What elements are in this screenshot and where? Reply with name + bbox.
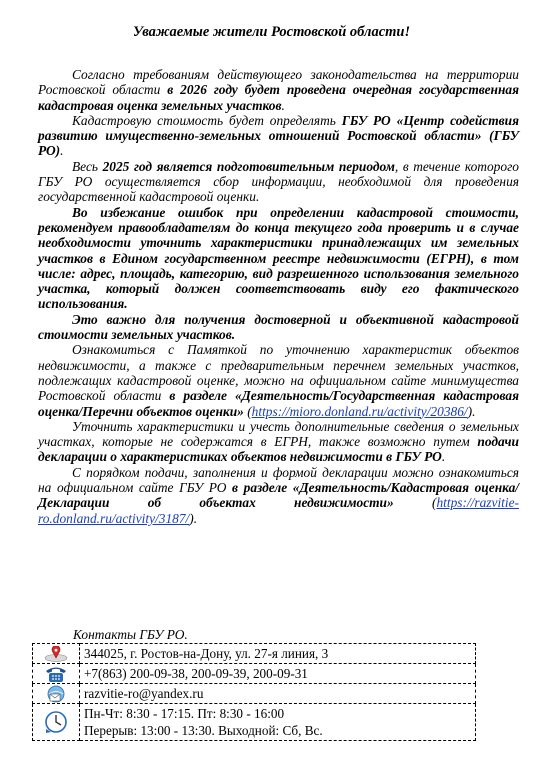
- bold-text: ГБУ РО «Центр содействия развитию имущественно-земельных отношений Ростовской области» (ГБУ РО): [38, 112, 519, 159]
- map-pin-icon: [33, 644, 80, 664]
- contact-row-email: [33, 684, 476, 704]
- contact-hours: [80, 704, 476, 741]
- bold-text: Во избежание ошибок при определении кадастровой стоимости, рекомендуем правообладателям до конца текущего года проверить и в случае необходимости уточнить характеристики принадлежащих им земельных участков в Едином государственном реестре недвижимости (ЕГРН), в том числе: адрес, площадь, категорию, вид разрешенного использования земельного участка, который должен соответствовать виду его фактического использования.: [38, 204, 519, 312]
- bold-text: Это важно для получения достоверной и объективной кадастровой стоимости земельных участков.: [38, 311, 519, 343]
- bold-text: в разделе «Деятельность/Государственная кадастровая оценка/Перечни объектов оценки»: [38, 388, 519, 419]
- contacts-title: Контакты ГБУ РО.: [73, 627, 188, 642]
- contact-row-phone: [33, 664, 476, 684]
- contacts-table: [32, 643, 476, 741]
- paragraph-preparation: Весь 2025 год является подготовительным периодом, в течение которого ГБУ РО осуществляется сбор информации, необходимой для проведения государственной кадастровой оценки.: [38, 158, 519, 205]
- mioro-link[interactable]: https://mioro.donland.ru/activity/20386/: [251, 403, 468, 419]
- paragraph-declaration-procedure: С порядком подачи, заполнения и формой декларации можно ознакомиться на официальном сайте ГБУ РО в разделе «Деятельность/Кадастровая оценка/Декларации об объектах недвижимости» (https://razvitie-ro.donland.ru/activity/3187/).: [38, 464, 520, 526]
- bold-text: в 2026 году будет проведена очередная государственная кадастровая оценка земельных участков: [38, 82, 520, 113]
- paragraph-memo: Ознакомиться с Памяткой по уточнению характеристик объектов недвижимости, а также с предварительным перечнем земельных участков, подлежащих кадастровой оценке, можно на официальном сайте минимущества Ростовской области в разделе «Деятельность/Государственная кадастровая оценка/Перечни объектов оценки» (https://mioro.donland.ru/activity/20386/).: [38, 342, 519, 419]
- contact-address: 344025, г. Ростов-на-Дону, ул. 27-я линия, 3: [80, 644, 476, 664]
- page-title: Уважаемые жители Ростовской области!: [132, 24, 411, 40]
- telephone-icon: [33, 664, 80, 684]
- paragraph-legislation: Согласно требованиям действующего законодательства на территории Ростовской области в 2026 году будет проведена очередная государственная кадастровая оценка земельных участков.: [38, 67, 520, 113]
- bold-text: 2025 год является подготовительным периодом: [102, 158, 395, 174]
- contact-phone: +7(863) 200-09-38, 200-09-39, 200-09-31: [80, 664, 476, 684]
- clock-icon: [33, 704, 80, 741]
- contact-row-address: [33, 644, 476, 664]
- hours-weekdays: Пн-Чт: 8:30 - 17:15. Пт: 8:30 - 16:00: [84, 706, 285, 721]
- email-icon: [33, 684, 80, 704]
- paragraph-declaration: Уточнить характеристики и учесть дополнительные сведения о земельных участках, которые не содержатся в ЕГРН, также возможно путем подачи декларации о характеристиках объектов недвижимости в ГБУ РО.: [38, 418, 519, 465]
- contact-row-hours: [33, 704, 476, 741]
- razvitie-link[interactable]: https://razvitie-ro.donland.ru/activity/3187/: [38, 495, 520, 526]
- bold-text: подачи декларации о характеристиках объектов недвижимости в ГБУ РО: [38, 434, 519, 465]
- hours-break: Перерыв: 13:00 - 13:30. Выходной: Сб, Вс.: [84, 723, 323, 738]
- paragraph-organization: Кадастровую стоимость будет определять ГБУ РО «Центр содействия развитию имущественно-земельных отношений Ростовской области» (ГБУ РО).: [38, 112, 519, 159]
- contact-email[interactable]: razvitie-ro@yandex.ru: [80, 684, 476, 704]
- paragraph-recommendation: [38, 205, 519, 312]
- document-body: [38, 52, 519, 526]
- bold-text: в разделе «Деятельность/Кадастровая оценка/Декларации об объектах недвижимости»: [38, 480, 519, 511]
- paragraph-importance: [38, 312, 519, 343]
